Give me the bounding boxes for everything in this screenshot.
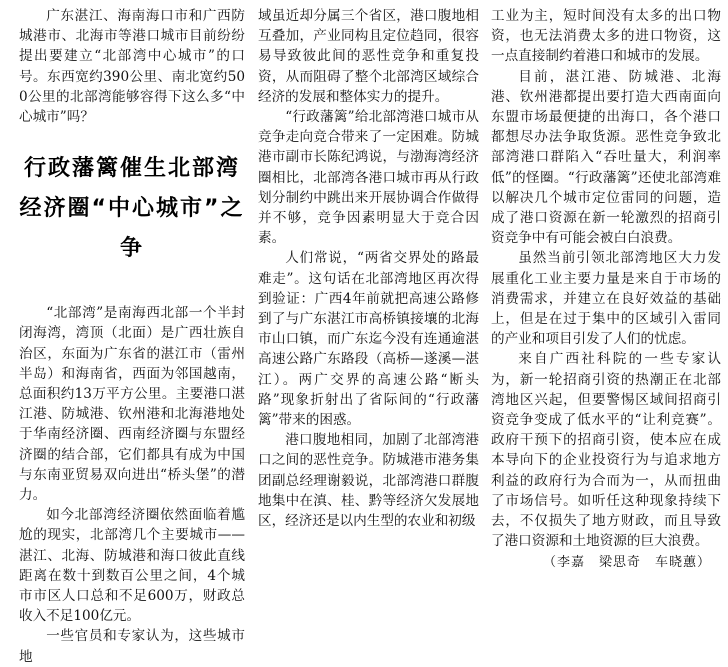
article-byline: （李嘉 梁思奇 车晓蕙） (542, 555, 711, 571)
paragraph: “北部湾”是南海西北部一个半封闭海湾，湾顶（北面）是广西壮族自治区，东面为广东省的湛江市（雷州半岛）和海南省，西面为邻国越南，总面积约13万平方公里。主要港口湛江港、防城港、钦州港和北海港地处于华南经济圈、西南经济圈与东盟经济圈的结合部，它们都具有成为中国与东南亚贸易双向进出“桥头堡”的潜力。 (19, 305, 245, 504)
paragraph: 如今北部湾经济圈依然面临着尴尬的现实，北部湾几个主要城市——湛江、北海、防城港和海口彼此直线距离在数十到数百公里之间，4个城市市区人口总和不足600万，财政总收入不足100亿元。 (19, 507, 245, 625)
article-column-2 (258, 6, 479, 531)
paragraph: 一些官员和专家认为，这些城市地 (19, 628, 245, 665)
paragraph: 人们常说，“两省交界处的路最难走”。这句话在北部湾地区再次得到验证：广西4年前就把高速公路修到了与广东湛江市高桥镇接壤的北海市山口镇，而广东迄今没有连通逾湛高速公路广东路段（高桥—遂溪—湛江）。两广交界的高速公路“断头路”现象折射出了省际间的“行政藩篱”带来的困惑。 (258, 250, 479, 429)
paragraph: 港口腹地相同，加剧了北部湾港口之间的恶性竞争。防城港市港务集团副总经理谢毅说，北部湾港口群腹地集中在滇、桂、黔等经济欠发展地区，经济还是以内生型的农业和初级 (258, 432, 479, 530)
headline-line-1: 行政藩篱催生北部湾 (23, 156, 240, 182)
article-column-3 (491, 6, 721, 574)
headline-line-2: 经济圈“中心城市”之争 (19, 196, 245, 262)
paragraph: 虽然当前引领北部湾地区大力发展重化工业主要力量是来自于市场的消费需求，并建立在良好效益的基础上，但是在过于集中的区域引入雷同的产业和项目引发了人们的忧虑。 (491, 250, 721, 348)
article-intro: 广东湛江、海南海口市和广西防城港市、北海市等港口城市目前纷纷提出要建立“北部湾中心城市”的口号。东西宽约390公里、南北宽约500公里的北部湾能够容得下这么多“中心城市”吗？ (19, 8, 245, 126)
paragraph: 来自广西社科院的一些专家认为，新一轮招商引资的热潮正在北部湾地区兴起，但要警惕区域间招商引资竞争变成了低水平的“让利竞赛”。政府干预下的招商引资，使本应在成本导向下的企业投资行为与追求地方利益的政府行为合而为一，从而扭曲了市场信号。如听任这种现象持续下去，不仅损失了地方财政，而且导致了港口资源和土地资源的巨大浪费。 (491, 351, 721, 550)
paragraph: 目前，湛江港、防城港、北海港、钦州港都提出要打造大西南面向东盟市场最便捷的出海口，各个港口都想尽办法争取货源。恶性竞争致北部湾港口群陷入“吞吐量大，利润率低”的怪圈。“行政藩篱”还使北部湾难以解决几个城市定位雷同的问题，造成了港口资源在新一轮激烈的招商引资竞争中有可能会被白白浪费。 (491, 68, 721, 247)
paragraph-continued: 工业为主，短时间没有太多的出口物资，也无法消费太多的进口物资，这一点直接制约着港口和城市的发展。 (491, 8, 721, 65)
article-headline (19, 149, 245, 269)
paragraph-continued: 域虽近却分属三个省区，港口腹地相互叠加，产业同构且定位趋同，很容易导致彼此间的恶性竞争和重复投资，从而阻碍了整个北部湾区域综合经济的发展和整体实力的提升。 (258, 8, 479, 105)
paragraph: “行政藩篱”给北部湾港口城市从竞争走向竞合带来了一定困难。防城港市副市长陈纪鸿说，与渤海湾经济圈相比，北部湾各港口城市再从行政划分制约中跳出来开展协调合作做得并不够，竞争因素明显大于竞合因素。 (258, 109, 479, 247)
